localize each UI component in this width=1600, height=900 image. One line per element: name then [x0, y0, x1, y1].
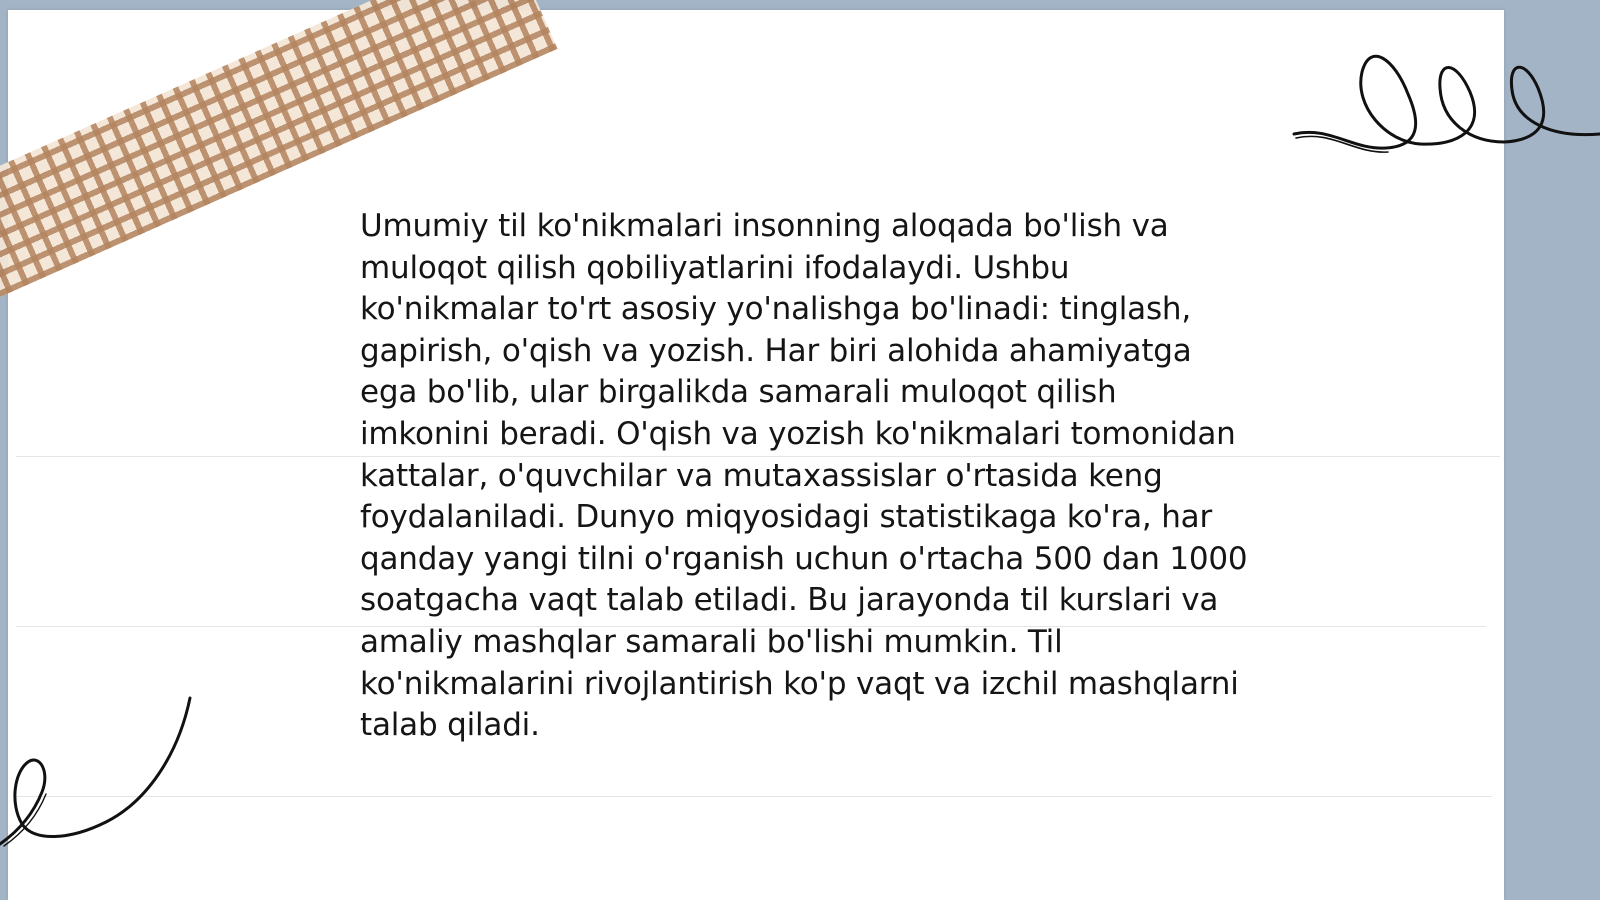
- ruled-line: [16, 796, 1492, 797]
- loop-squiggle-doodle-icon: [1290, 30, 1600, 170]
- swoosh-doodle-icon: [0, 696, 210, 856]
- body-paragraph: Umumiy til ko'nikmalari insonning aloqada bo'lish va muloqot qilish qobiliyatlarini ifodalaydi. Ushbu ko'nikmalar to'rt asosiy yo'nalishga bo'linadi: tinglash, gapirish, o'qish va yozish. Har biri alohida ahamiyatga ega bo'lib, ular birgalikda samarali muloqot qilish imkonini beradi. O'qish va yozish ko'nikmalari tomonidan kattalar, o'quvchilar va mutaxassislar o'rtasida keng foydalaniladi. Dunyo miqyosidagi statistikaga ko'ra, har qanday yangi tilni o'rganish uchun o'rtacha 500 dan 1000 soatgacha vaqt talab etiladi. Bu jarayonda til kurslari va amaliy mashqlar samarali bo'lishi mumkin. Til ko'nikmalarini rivojlantirish ko'p vaqt va izchil mashqlarni talab qiladi.: [360, 208, 1248, 744]
